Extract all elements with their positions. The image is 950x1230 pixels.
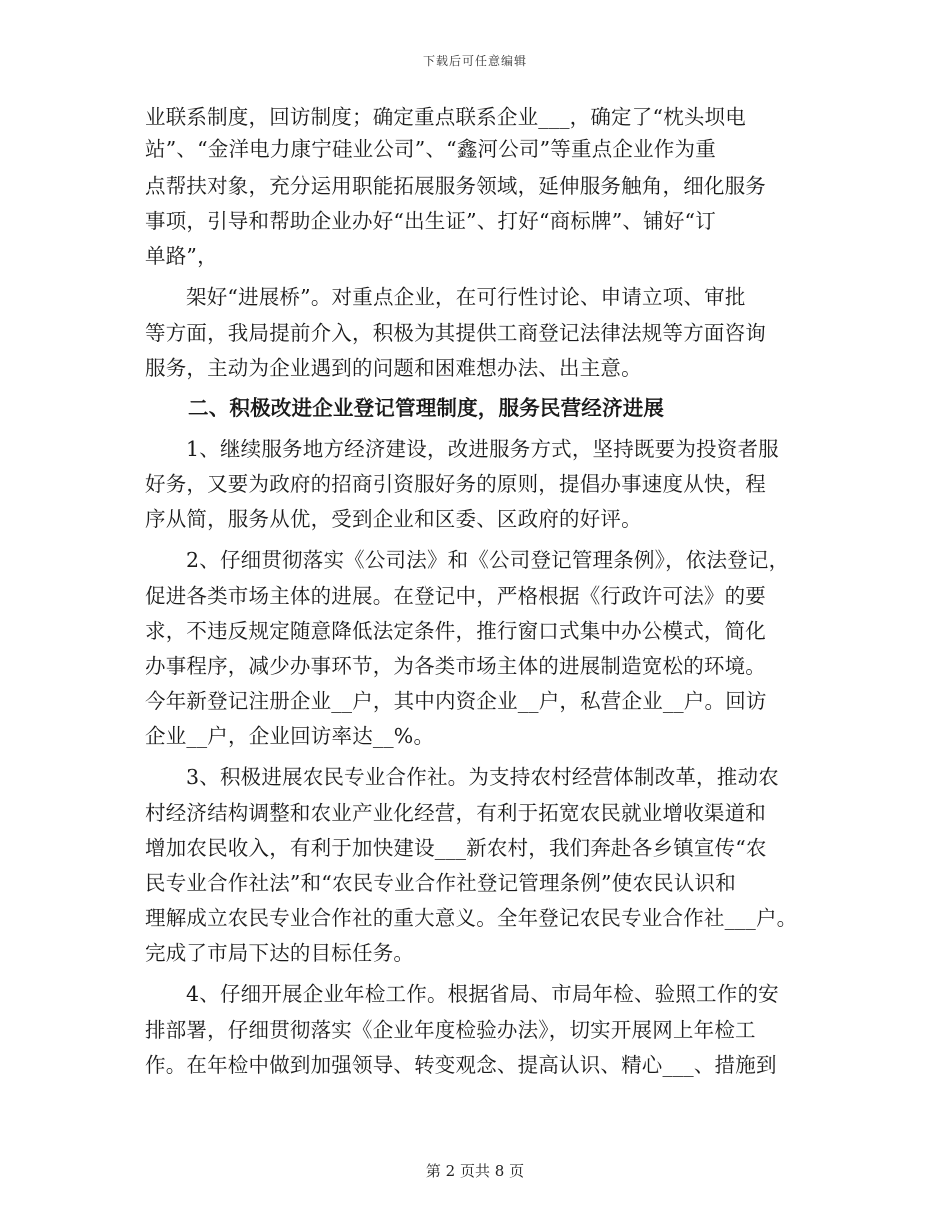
text-line: 服务，主动为企业遇到的问题和困难想办法、出主意。 — [145, 356, 642, 380]
page-header: 下载后可任意编辑 — [422, 54, 527, 68]
text-line: 企业__户，企业回访率达__%。 — [145, 724, 435, 748]
text-line: 4、仔细开展企业年检工作。根据省局、市局年检、验照工作的安 — [186, 982, 779, 1006]
text-line: 等方面，我局提前介入，积极为其提供工商登记法律法规等方面咨询 — [145, 321, 766, 345]
text-line: 点帮扶对象，充分运用职能拓展服务领域，延伸服务触角，细化服务 — [145, 174, 766, 198]
text-line: 3、积极进展农民专业合作社。为支持农村经营体制改革，推动农 — [186, 765, 779, 789]
text-line: 完成了市局下达的目标任务。 — [145, 941, 415, 965]
text-line: 作。在年检中做到加强领导、转变观念、提高认识、精心___、措施到 — [145, 1053, 777, 1077]
text-line: 好务，又要为政府的招商引资服好务的原则，提倡办事速度从快，程 — [145, 472, 766, 496]
text-line: 序从简，服务从优，受到企业和区委、区政府的好评。 — [145, 507, 642, 531]
text-line: 理解成立农民专业合作社的重大意义。全年登记农民专业合作社___户。 — [145, 906, 798, 930]
text-line: 求，不违反规定随意降低法定条件，推行窗口式集中办公模式，简化 — [145, 619, 766, 643]
text-line: 架好“进展桥”。对重点企业，在可行性讨论、申请立项、审批 — [186, 285, 746, 309]
text-line: 排部署，仔细贯彻落实《企业年度检验办法》，切实开展网上年检工 — [145, 1018, 756, 1042]
text-line: 民专业合作社法”和“农民专业合作社登记管理条例”使农民认识和 — [145, 871, 736, 895]
text-line: 促进各类市场主体的进展。在登记中，严格根据《行政许可法》的要 — [145, 584, 766, 608]
text-line: 村经济结构调整和农业产业化经营，有利于拓宽农民就业增收渠道和 — [145, 801, 766, 825]
section-heading: 二、积极改进企业登记管理制度，服务民营经济进展 — [188, 396, 665, 420]
text-line: 业联系制度，回访制度；确定重点联系企业___，确定了“枕头坝电 — [145, 105, 746, 129]
text-line: 事项，引导和帮助企业办好“出生证”、打好“商标牌”、铺好“订 — [145, 209, 716, 233]
text-line: 今年新登记注册企业__户，其中内资企业__户，私营企业__户。回访 — [145, 689, 767, 713]
text-line: 2、仔细贯彻落实《公司法》和《公司登记管理条例》，依法登记， — [186, 548, 790, 572]
text-line: 增加农民收入，有利于加快建设___新农村，我们奔赴各乡镇宣传“农 — [145, 836, 767, 860]
text-line: 办事程序，减少办事环节，为各类市场主体的进展制造宽松的环境。 — [145, 654, 766, 678]
page-footer: 第 2 页共 8 页 — [425, 1162, 525, 1180]
text-line: 单路”， — [145, 244, 218, 268]
text-line: 站”、“金洋电力康宁硅业公司”、“鑫河公司”等重点企业作为重 — [145, 137, 716, 161]
text-line: 1、继续服务地方经济建设，改进服务方式，坚持既要为投资者服 — [186, 437, 779, 461]
